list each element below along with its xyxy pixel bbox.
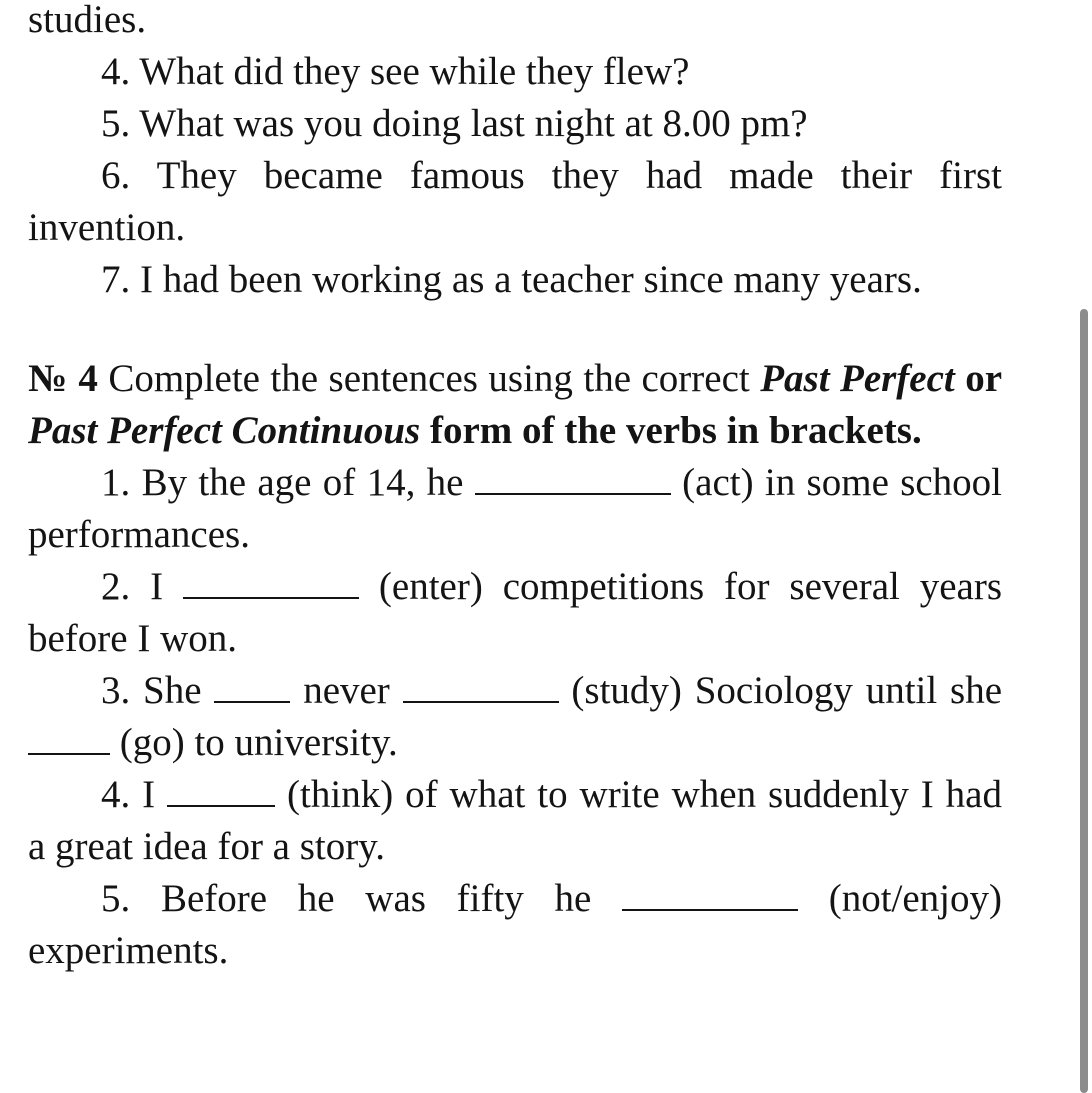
answer-blank <box>475 463 671 495</box>
answer-blank <box>403 671 559 703</box>
exercise4-item-2: 2. I (enter) competitions for several years before I won. <box>28 565 1003 660</box>
section-spacer <box>28 306 1002 353</box>
exercise3-item-7: 7. I had been working as a teacher since many years. <box>101 258 922 301</box>
exercise3-item-6: 6. They became famous they had made their first invention. <box>28 154 1002 249</box>
answer-blank <box>167 775 275 807</box>
exercise4-item-3: 3. She never (study) Sociology until she (go) to university. <box>28 665 1002 769</box>
document-text <box>28 0 1002 977</box>
exercise4-instruction: № 4 Complete the sentences using the correct Past Perfect or Past Perfect Continuous form of the verbs in brackets. <box>28 357 1003 452</box>
exercise4-item-1: 1. By the age of 14, he (act) in some school performances. <box>28 461 1003 556</box>
exercise4-item-4: 4. I (think) of what to write when suddenly I had a great idea for a story. <box>28 773 1002 868</box>
answer-blank <box>183 567 359 599</box>
exercise4-item-5: 5. Before he was fifty he (not/enjoy) experiments. <box>28 877 1002 972</box>
exercise-number: № 4 <box>28 357 98 400</box>
tense-name-past-perfect: Past Perfect <box>760 357 955 400</box>
exercise3-item-4: 4. What did they see while they flew? <box>101 50 690 93</box>
exercise3-continued-line: studies. <box>28 0 147 41</box>
vertical-scrollbar[interactable] <box>1080 309 1088 1093</box>
answer-blank <box>214 671 290 703</box>
tense-name-past-perfect-continuous: Past Perfect Continuous <box>28 409 421 452</box>
exercise3-item-5: 5. What was you doing last night at 8.00 pm? <box>101 102 808 145</box>
answer-blank <box>28 723 110 755</box>
answer-blank <box>622 879 798 911</box>
